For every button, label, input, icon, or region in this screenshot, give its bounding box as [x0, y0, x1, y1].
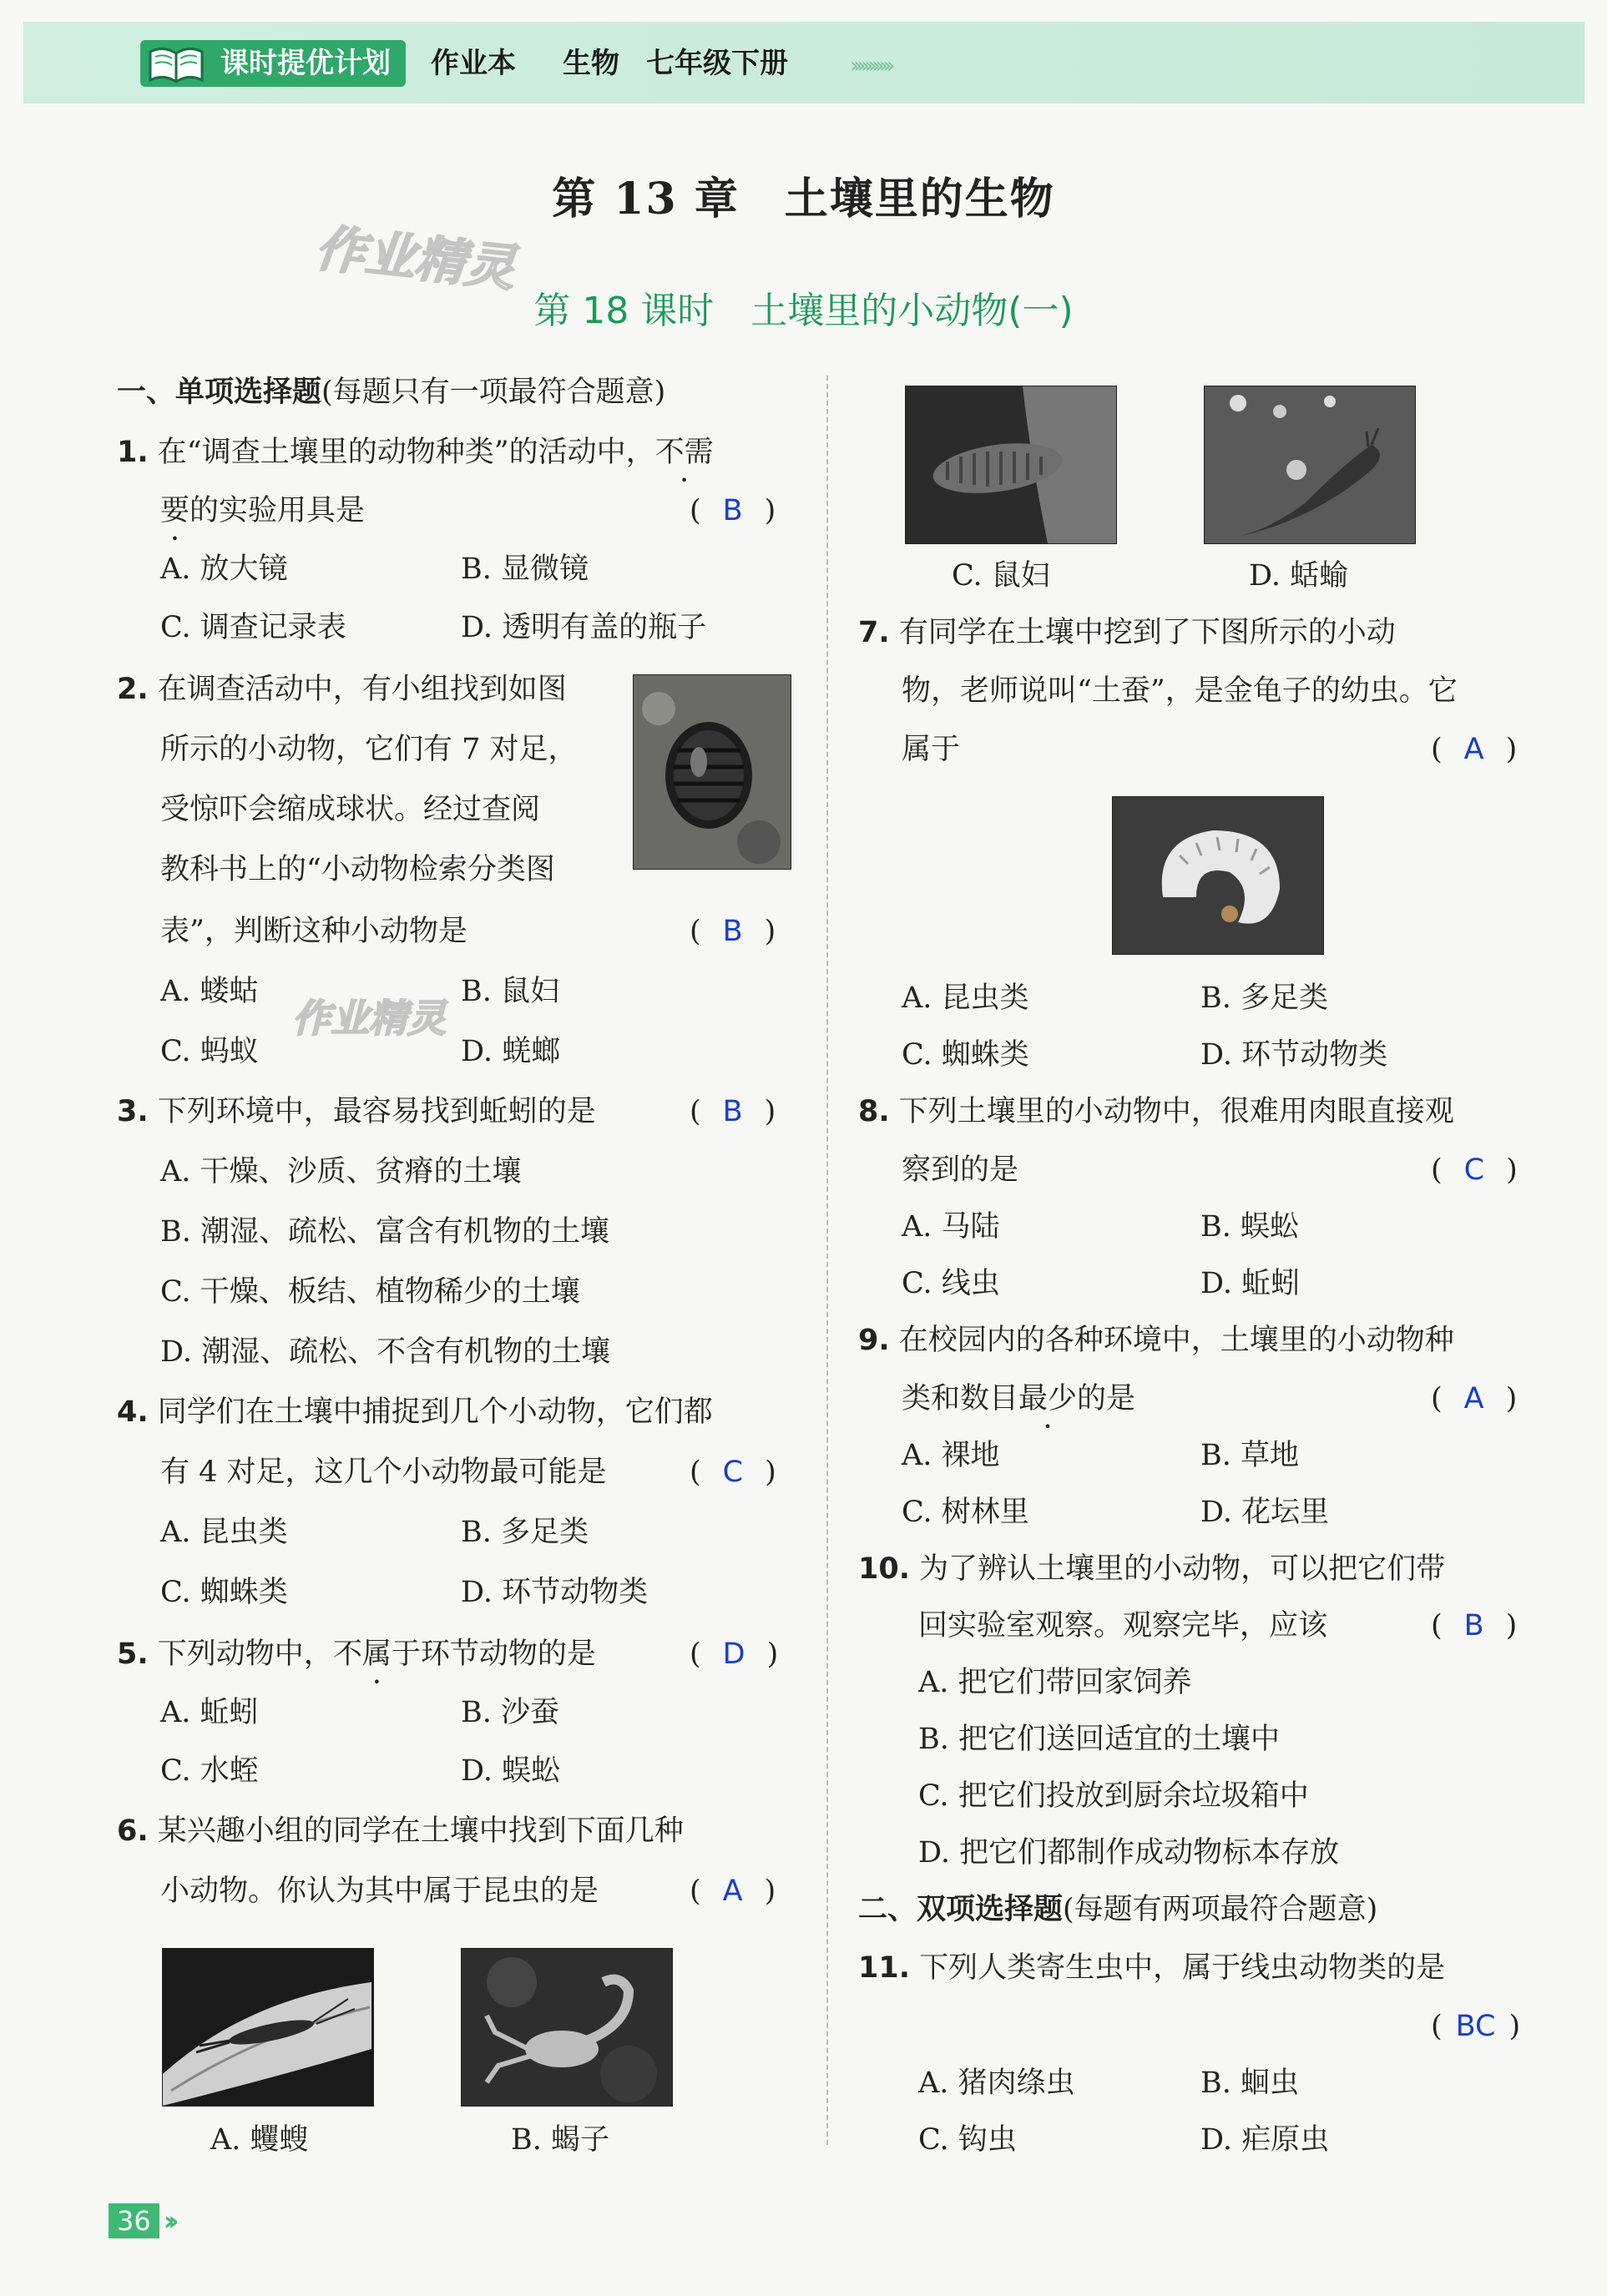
option-11c: C. 钩虫	[918, 2123, 1017, 2157]
option-4b: B. 多足类	[461, 1516, 589, 1549]
option-5a: A. 蚯蚓	[160, 1696, 259, 1729]
question-6: 6. 某兴趣小组的同学在土壤中找到下面几种	[117, 1814, 684, 1848]
option-1c: C. 调查记录表	[160, 611, 346, 644]
option-4c: C. 蜘蛛类	[160, 1576, 288, 1609]
chapter-title: 第 13 章 土壤里的生物	[552, 174, 1055, 225]
answer-9: ( A )	[1431, 1382, 1518, 1415]
grub-photo	[1112, 796, 1324, 955]
slug-photo-d	[1204, 386, 1416, 544]
answer-5: ( D )	[690, 1637, 779, 1671]
question-11: 11. 下列人类寄生虫中，属于线虫动物类的是	[858, 1951, 1446, 1985]
caption-6c: C. 鼠妇	[952, 559, 1050, 593]
option-3a: A. 干燥、沙质、贫瘠的土壤	[160, 1155, 522, 1188]
earwig-photo	[162, 1948, 374, 2107]
lesson-title: 第 18 课时 土壤里的小动物(一)	[533, 290, 1074, 332]
question-7-line3: 属于	[902, 733, 961, 766]
answer-10: ( B )	[1431, 1609, 1518, 1643]
option-7c: C. 蜘蛛类	[902, 1038, 1029, 1072]
caption-6a: A. 蠼螋	[210, 2123, 309, 2157]
option-9a: A. 裸地	[902, 1439, 1000, 1472]
option-5c: C. 水蛭	[160, 1754, 259, 1788]
option-5b: B. 沙蚕	[461, 1696, 559, 1729]
question-5: 5. 下列动物中，不属于环节动物的是	[117, 1637, 596, 1671]
option-2c: C. 蚂蚁	[160, 1035, 259, 1068]
section-heading-double: 二、双项选择题(每题有两项最符合题意)	[858, 1893, 1378, 1926]
answer-3: ( B )	[690, 1095, 776, 1128]
option-2b: B. 鼠妇	[461, 975, 559, 1008]
chevron-decoration-icon: ›››››››››››	[850, 53, 891, 78]
answer-8: ( C )	[1431, 1153, 1518, 1187]
question-9-line2: 类和数目最少的是	[902, 1382, 1136, 1415]
question-3: 3. 下列环境中，最容易找到蚯蚓的是	[117, 1095, 596, 1128]
question-7: 7. 有同学在土壤中挖到了下图所示的小动	[858, 616, 1396, 649]
option-10d: D. 把它们都制作成动物标本存放	[918, 1836, 1340, 1870]
column-divider	[826, 376, 828, 2145]
option-2a: A. 蝼蛄	[160, 975, 259, 1008]
answer-1: ( B )	[690, 494, 776, 527]
woodlouse-photo-c	[905, 386, 1117, 544]
option-10a: A. 把它们带回家饲养	[918, 1666, 1192, 1699]
option-7a: A. 昆虫类	[902, 981, 1029, 1015]
question-4: 4. 同学们在土壤中捕捉到几个小动物，它们都	[117, 1395, 713, 1429]
question-10: 10. 为了辨认土壤里的小动物，可以把它们带	[858, 1552, 1446, 1586]
option-11d: D. 疟原虫	[1200, 2123, 1330, 2157]
option-1b: B. 显微镜	[461, 553, 589, 586]
watermark: 作业精灵	[292, 996, 446, 1041]
option-7b: B. 多足类	[1200, 981, 1328, 1015]
caption-6b: B. 蝎子	[511, 2123, 609, 2157]
subject: 生物	[563, 47, 619, 80]
answer-6: ( A )	[690, 1875, 776, 1908]
option-3c: C. 干燥、板结、植物稀少的土壤	[160, 1275, 580, 1309]
question-6-line2: 小动物。你认为其中属于昆虫的是	[160, 1875, 599, 1908]
option-8c: C. 线虫	[902, 1267, 1000, 1300]
scorpion-photo	[461, 1948, 673, 2107]
answer-11: ( BC )	[1431, 2010, 1521, 2043]
option-7d: D. 环节动物类	[1200, 1038, 1388, 1072]
option-8a: A. 马陆	[902, 1210, 1000, 1244]
brand-logo	[140, 40, 406, 87]
option-5d: D. 蜈蚣	[461, 1754, 561, 1788]
option-9d: D. 花坛里	[1200, 1496, 1330, 1529]
question-1-line2: 要的实验用具是	[160, 494, 366, 527]
option-9c: C. 树林里	[902, 1496, 1029, 1529]
option-1d: D. 透明有盖的瓶子	[461, 611, 707, 644]
option-4d: D. 环节动物类	[461, 1576, 649, 1609]
question-10-line2: 回实验室观察。观察完毕，应该	[918, 1609, 1328, 1643]
book-type: 作业本	[431, 47, 516, 80]
question-2: 2. 在调查活动中，有小组找到如图	[117, 673, 567, 706]
caption-6d: D. 蛞蝓	[1249, 559, 1349, 593]
section-heading-single: 一、单项选择题(每题只有一项最符合题意)	[117, 376, 666, 409]
answer-7: ( A )	[1431, 733, 1518, 766]
option-2d: D. 蜣螂	[461, 1035, 561, 1068]
woodlouse-photo	[633, 674, 791, 870]
watermark: 作业精灵	[312, 219, 518, 299]
option-11b: B. 蛔虫	[1200, 2066, 1299, 2100]
option-9b: B. 草地	[1200, 1439, 1299, 1472]
option-11a: A. 猪肉绦虫	[918, 2066, 1075, 2100]
question-2-line2: 所示的小动物，它们有 7 对足，	[160, 733, 578, 766]
question-7-line2: 物，老师说叫“土蚕”，是金龟子的幼虫。它	[902, 674, 1458, 708]
question-8-line2: 察到的是	[902, 1153, 1019, 1187]
question-9: 9. 在校园内的各种环境中，土壤里的小动物种	[858, 1324, 1454, 1357]
page-header	[23, 22, 1584, 103]
option-1a: A. 放大镜	[160, 553, 288, 586]
question-4-line2: 有 4 对足，这几个小动物最可能是	[160, 1456, 607, 1489]
question-1: 1. 在“调查土壤里的动物种类”的活动中，不需	[117, 436, 714, 469]
question-2-line3: 受惊吓会缩成球状。经过查阅	[160, 793, 541, 826]
option-10b: B. 把它们送回适宜的土壤中	[918, 1723, 1280, 1756]
page-number: 36	[109, 2203, 159, 2238]
option-3d: D. 潮湿、疏松、不含有机物的土壤	[160, 1335, 611, 1369]
grade: 七年级下册	[646, 47, 788, 80]
question-2-line5: 表”，判断这种小动物是	[160, 915, 467, 948]
option-4a: A. 昆虫类	[160, 1516, 288, 1549]
answer-2: ( B )	[690, 915, 776, 948]
option-3b: B. 潮湿、疏松、富含有机物的土壤	[160, 1215, 609, 1249]
book-icon	[147, 43, 205, 83]
question-8: 8. 下列土壤里的小动物中，很难用肉眼直接观	[858, 1095, 1454, 1128]
option-10c: C. 把它们投放到厨余垃圾箱中	[918, 1779, 1309, 1813]
question-2-line4: 教科书上的“小动物检索分类图	[160, 853, 555, 886]
brand-name: 课时提优计划	[220, 47, 391, 80]
chevron-right-icon: ››	[164, 2205, 173, 2237]
answer-4: ( C )	[690, 1456, 776, 1489]
option-8d: D. 蚯蚓	[1200, 1267, 1301, 1300]
option-8b: B. 蜈蚣	[1200, 1210, 1299, 1244]
